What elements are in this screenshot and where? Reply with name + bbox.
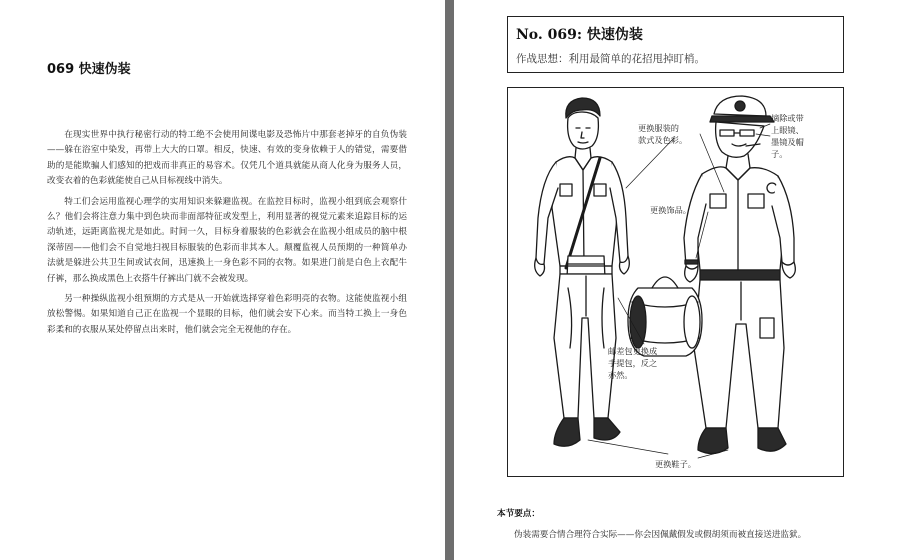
- paragraph-3: 另一种操纵监视小组预期的方式是从一开始就选择穿着色彩明亮的衣物。这能使监视小组放松警惕。如果知道自己正在监视一个显眼的目标，他们就会安下心来。而当特工换上一身色彩柔和的衣服从某处停留点出来时，他们就会完全无视他的存在。: [47, 294, 407, 335]
- paragraph-2: 特工们会运用监视心理学的实用知识来躲避监视。在监控目标时，监视小组到底会观察什么？他们会将注意力集中到色块而非面部特征或发型上，利用显著的视觉元素来追踪目标的运动轨迹，远距离监视尤是如此。时间一久，目标身着服装的色彩就会在监视小组成员的脑中根深蒂固——他们会不自觉地扫视目标服装的色彩而非其本人。颠覆监视人员预期的一种简单办法就是躲进公共卫生间或试衣间，迅速换上一身色彩不同的衣物。如果进门前是白色上衣配牛仔裤，那么换成黑色上衣搭牛仔裤出门就不会被发现。: [47, 196, 407, 284]
- man-before-figure: [535, 98, 630, 446]
- header-number: No. 069: 快速伪装: [516, 27, 643, 43]
- header-motto: 作战思想：利用最简单的花招甩掉盯梢。: [516, 53, 705, 65]
- callout-hat-glasses: 摘除或带 上眼镜、 墨镜及帽 子。: [771, 113, 804, 159]
- key-points-text: 伪装需要合情合理符合实际——你会因佩戴假发或假胡须而被直接送进监狱。: [514, 530, 807, 540]
- chapter-title: 069 快速伪装: [47, 62, 131, 77]
- key-points-title: 本节要点：: [497, 509, 540, 519]
- right-page: [454, 0, 900, 560]
- body-text: [47, 128, 407, 343]
- paragraph-1: 在现实世界中执行秘密行动的特工绝不会使用间谍电影及恐怖片中那套老掉牙的自负伪装——躲在浴室中染发，再带上大大的口罩。相反，快速、有效的变身依赖于人的错觉，需要借助的是能欺骗人们感知的把戏而非真正的易容术。仅凭几个道具就能从商人化身为服务人员，改变衣着的色彩就能使自己从目标视线中消失。: [47, 130, 407, 187]
- disguise-illustration: [507, 87, 844, 477]
- callout-clothes: 更换服装的 款式及色彩。: [638, 123, 688, 145]
- header-box: [507, 16, 844, 73]
- callout-shoes: 更换鞋子。: [655, 459, 696, 469]
- left-page: [0, 0, 445, 560]
- callout-bag: 邮差包更换成 手提包，反之 亦然。: [608, 346, 658, 380]
- callout-accessory: 更换饰品。: [650, 205, 691, 215]
